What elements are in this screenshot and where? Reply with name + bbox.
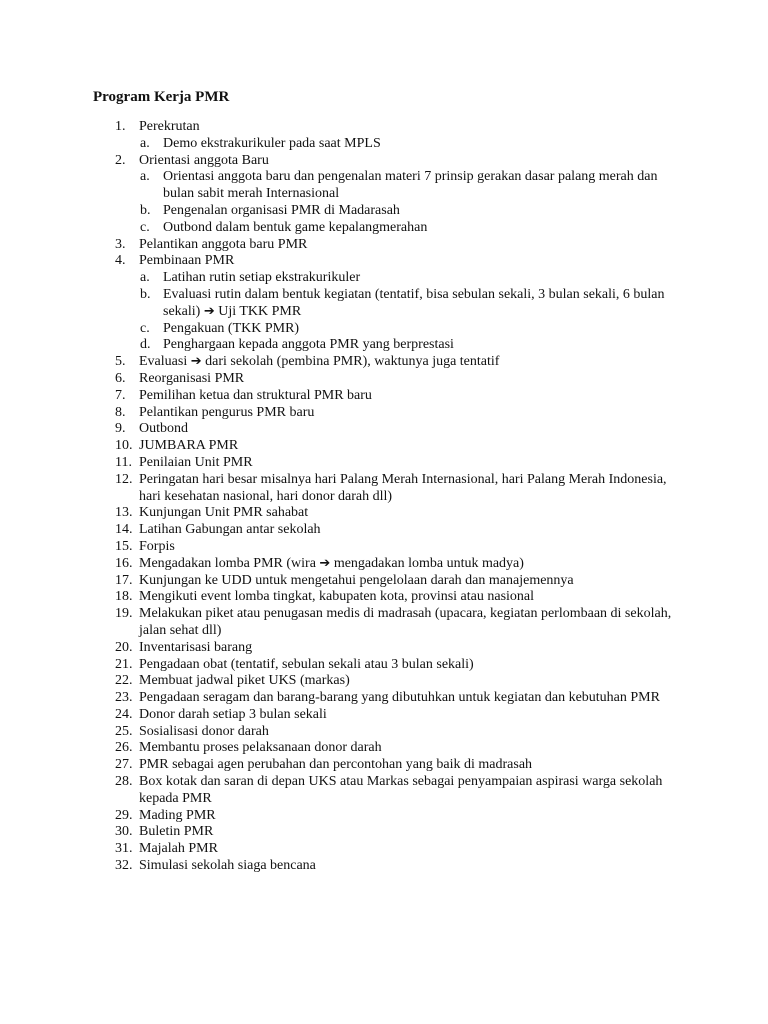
list-item-text [139,371,679,388]
list-item-label: Kunjungan Unit PMR sahabat [139,505,309,521]
list-item [0,539,768,556]
sub-item [0,337,768,354]
list-item [0,673,768,690]
list-item-label-continued: mengadakan lomba untuk madya) [333,555,524,571]
arrow-right-icon: ➔ [319,555,331,571]
list-item-label: Forpis [139,538,175,554]
list-item [0,707,768,724]
list-item-text [139,858,679,875]
list-item-text [139,472,679,506]
list-item-text [139,757,679,774]
list-item-label: Latihan Gabungan antar sekolah [139,522,321,538]
list-item-number: 15. [115,538,133,554]
list-item [0,253,768,270]
list-item-label: Outbond [139,421,188,437]
list-item-text [139,824,679,841]
list-item [0,606,768,640]
list-item [0,505,768,522]
list-item [0,824,768,841]
list-item-number: 6. [115,370,126,386]
list-item-label-continued: dari sekolah (pembina PMR), waktunya juga tentatif [205,354,500,370]
list-item [0,841,768,858]
sub-item [0,203,768,220]
list-item [0,522,768,539]
list-item [0,354,768,371]
list-item [0,589,768,606]
list-item-number: 1. [115,119,126,134]
list-item-label: Mading PMR [139,807,216,823]
list-item-number: 23. [115,690,133,706]
list-item-label: Majalah PMR [139,841,218,857]
list-item-number: 17. [115,572,133,588]
list-item-text [139,556,679,573]
sub-item-number: a. [140,135,150,151]
list-item-label: Kunjungan ke UDD untuk mengetahui pengelolaan darah dan manajemennya [139,572,574,588]
sub-item-text [163,169,679,203]
list-item-text [139,657,679,674]
list-item-number: 25. [115,723,133,739]
list-item-label: Mengadakan lomba PMR (wira [139,555,316,571]
list-item-text [139,505,679,522]
list-item-label: Mengikuti event lomba tingkat, kabupaten kota, provinsi atau nasional [139,589,535,605]
sub-item-text [163,337,679,354]
list-item-label: Simulasi sekolah siaga bencana [139,858,316,874]
program-list [0,119,768,875]
list-item-number: 3. [115,236,126,252]
list-item-label: Melakukan piket atau penugasan medis di madrasah (upacara, kegiatan perlombaan di sekolah, jalan sehat dll) [139,606,672,638]
list-item-label: Pengadaan seragam dan barang-barang yang dibutuhkan untuk kegiatan dan kebutuhan PMR [139,690,660,706]
list-item-number: 10. [115,438,133,454]
list-item-number: 22. [115,673,133,689]
sub-item-label: Latihan rutin setiap ekstrakurikuler [163,270,361,286]
list-item [0,405,768,422]
list-item [0,724,768,741]
sub-item-label: Pengakuan (TKK PMR) [163,320,300,336]
sub-item [0,220,768,237]
list-item [0,640,768,657]
list-item [0,858,768,875]
sub-item-label: Outbond dalam bentuk game kepalangmerahan [163,219,428,235]
list-item-number: 30. [115,824,133,840]
list-item-text [139,841,679,858]
arrow-right-icon: ➔ [190,354,202,370]
list-item-label: Peringatan hari besar misalnya hari Palang Merah Internasional, hari Palang Merah Indonesia, hari kesehatan nasional, hari donor darah dll) [139,471,667,504]
list-item [0,388,768,405]
list-item [0,153,768,170]
list-item-number: 18. [115,589,133,605]
list-item [0,657,768,674]
list-item-number: 16. [115,555,133,571]
arrow-right-icon: ➔ [203,303,215,319]
list-item-number: 2. [115,152,126,168]
list-item-label: Pembinaan PMR [139,253,235,269]
list-item-text [139,388,679,405]
list-item [0,455,768,472]
list-item-label: Pelantikan pengurus PMR baru [139,404,315,420]
list-item-label: Sosialisasi donor darah [139,723,269,739]
list-item-number: 8. [115,404,126,420]
sub-item-label: Evaluasi rutin dalam bentuk kegiatan (tentatif, bisa sebulan sekali, 3 bulan sekali, 6 bulan sekali) [163,286,665,319]
list-item-number: 21. [115,656,133,672]
sub-item-label: Penghargaan kepada anggota PMR yang berprestasi [163,337,454,353]
sub-item-number: b. [140,202,151,218]
list-item-text [139,707,679,724]
list-item-text [139,438,679,455]
list-item-text [139,405,679,422]
list-item-number: 28. [115,774,133,790]
sub-item-number: d. [140,337,151,353]
list-item-label: PMR sebagai agen perubahan dan percontohan yang baik di madrasah [139,757,533,773]
sub-item-label: Pengenalan organisasi PMR di Madarasah [163,202,400,218]
list-item-text [139,522,679,539]
list-item-text [139,808,679,825]
list-item-number: 32. [115,858,133,874]
sub-item-text [163,220,679,237]
list-item-label: Membantu proses pelaksanaan donor darah [139,740,382,756]
list-item [0,371,768,388]
list-item-text [139,724,679,741]
list-item-text [139,539,679,556]
sub-item-number: c. [140,320,150,336]
list-item-label: Pelantikan anggota baru PMR [139,236,308,252]
sub-item [0,169,768,203]
list-item-text [139,606,679,640]
list-item [0,808,768,825]
list-item-label: Inventarisasi barang [139,639,253,655]
list-item-number: 14. [115,522,133,538]
list-item-number: 26. [115,740,133,756]
sub-item [0,270,768,287]
list-item-number: 13. [115,505,133,521]
list-item-text [139,253,679,270]
list-item-label: Penilaian Unit PMR [139,454,253,470]
list-item-number: 4. [115,253,126,269]
sub-item-text [163,287,679,321]
list-item [0,421,768,438]
list-item-number: 12. [115,471,133,487]
list-item-number: 27. [115,757,133,773]
list-item [0,573,768,590]
list-item-text [139,455,679,472]
list-item-label: Reorganisasi PMR [139,370,245,386]
list-item-label: Box kotak dan saran di depan UKS atau Markas sebagai penyampaian aspirasi warga sekolah kepada PMR [139,774,663,806]
list-item-text [139,640,679,657]
sub-item-number: c. [140,219,150,235]
list-item [0,757,768,774]
list-item-text [139,774,679,808]
list-item-text [139,119,679,136]
sub-item-text [163,270,679,287]
list-item-label: Pemilihan ketua dan struktural PMR baru [139,387,372,403]
list-item-label: Membuat jadwal piket UKS (markas) [139,673,350,689]
list-item-text [139,589,679,606]
sub-item [0,321,768,338]
sub-item-number: a. [140,169,150,185]
sub-item [0,136,768,153]
list-item-number: 7. [115,387,126,403]
list-item [0,438,768,455]
list-item-text [139,573,679,590]
list-item-text [139,673,679,690]
list-item [0,740,768,757]
list-item-number: 19. [115,606,133,622]
list-item-number: 31. [115,841,133,857]
document-title: Program Kerja PMR [93,89,230,105]
list-item-label: Orientasi anggota Baru [139,152,269,168]
list-item-label: JUMBARA PMR [139,438,239,454]
list-item-text [139,740,679,757]
list-item-number: 9. [115,421,126,437]
list-item-text [139,354,679,371]
list-item-number: 20. [115,639,133,655]
list-item-text [139,237,679,254]
list-item [0,237,768,254]
sub-item-label-continued: Uji TKK PMR [218,303,302,319]
sub-item-number: b. [140,286,151,302]
sub-item-text [163,136,679,153]
list-item-label: Perekrutan [139,119,200,134]
sub-item-text [163,203,679,220]
list-item-text [139,690,679,707]
sub-item [0,287,768,321]
list-item-number: 5. [115,354,126,370]
list-item-text [139,153,679,170]
list-item-label: Evaluasi [139,354,188,370]
list-item [0,774,768,808]
sub-item-number: a. [140,270,150,286]
list-item-text [139,421,679,438]
list-item-number: 29. [115,807,133,823]
list-item [0,472,768,506]
sub-item-text [163,321,679,338]
list-item-label: Donor darah setiap 3 bulan sekali [139,706,327,722]
list-item [0,690,768,707]
list-item [0,119,768,136]
list-item-number: 24. [115,706,133,722]
list-item [0,556,768,573]
sub-item-label: Orientasi anggota baru dan pengenalan materi 7 prinsip gerakan dasar palang merah dan bulan sabit merah Internasional [163,169,658,202]
list-item-label: Pengadaan obat (tentatif, sebulan sekali atau 3 bulan sekali) [139,656,474,672]
sub-item-label: Demo ekstrakurikuler pada saat MPLS [163,135,381,151]
list-item-label: Buletin PMR [139,824,214,840]
list-item-number: 11. [115,454,132,470]
